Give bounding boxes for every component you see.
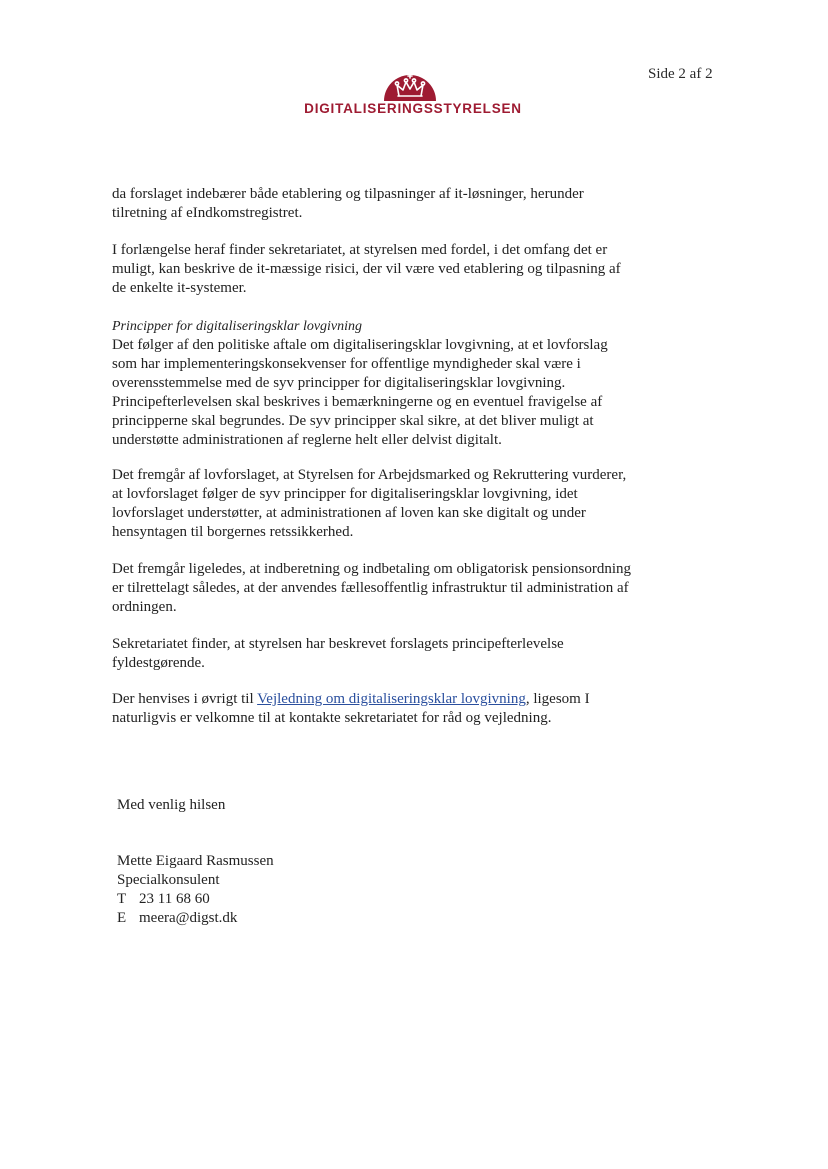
- paragraph-1: da forslaget indebærer både etablering og tilpasninger af it-løsninger, herunder tilretning af eIndkomstregistret.: [112, 186, 584, 221]
- paragraph-7-before: Der henvises i øvrigt til: [112, 691, 258, 707]
- paragraph-6: Sekretariatet finder, at styrelsen har beskrevet forslagets principefterlevelse fyldestgørende.: [112, 636, 564, 671]
- paragraph-3: Det følger af den politiske aftale om digitaliseringsklar lovgivning, at et lovforslag som har implementeringskonsekvenser for offentlige myndigheder skal være i overensstemmelse med de syv principper for digitaliseringsklar lovgivning. Principefterlevelsen skal beskrives i bemærkningerne og en eventuel fravigelse af principperne skal begrundes. De syv principper skal sikre, at det bliver muligt at understøtte administrationen af reglerne helt eller delvist digitalt.: [112, 337, 608, 448]
- crown-icon: [382, 68, 438, 102]
- phone-label: T: [117, 891, 127, 907]
- signer-title: Specialkonsulent: [117, 872, 220, 888]
- phone-number: 23 11 68 60: [139, 891, 210, 907]
- signature-block: [117, 852, 274, 928]
- signature-closing: [117, 796, 225, 815]
- logo: [298, 68, 528, 118]
- paragraph-5: Det fremgår ligeledes, at indberetning og indbetaling om obligatorisk pensionsordning er tilrettelagt således, at der anvendes fællesoffentlig infrastruktur til administration af ordningen.: [112, 561, 632, 615]
- paragraph-7-after: , ligesom I naturligvis er velkomne til at kontakte sekretariatet for råd og vejledning.: [112, 691, 590, 726]
- email-label: E: [117, 910, 127, 926]
- paragraph-risk: [112, 241, 632, 298]
- paragraph-assessment: [112, 466, 632, 542]
- paragraph-7: [112, 690, 632, 728]
- guide-link[interactable]: Vejledning om digitaliseringsklar lovgivning: [257, 691, 526, 707]
- section-heading: Principper for digitaliseringsklar lovgivning: [112, 319, 363, 334]
- paragraph-intro: [112, 185, 632, 223]
- paragraph-4: Det fremgår af lovforslaget, at Styrelsen for Arbejdsmarked og Rekruttering vurderer, at lovforslaget følger de syv principper for digitaliseringsklar lovgivning, idet lovforslaget understøtter, at administrationen af loven kan ske digitalt og under hensyntagen til borgernes retssikkerhed.: [112, 467, 627, 540]
- paragraph-reference: [112, 690, 632, 728]
- signer-name: Mette Eigaard Rasmussen: [117, 853, 274, 869]
- closing-text: Med venlig hilsen: [117, 797, 226, 813]
- phone-line: [117, 890, 274, 909]
- page-number: Side 2 af 2: [648, 66, 713, 82]
- paragraph-2: I forlængelse heraf finder sekretariatet, at styrelsen med fordel, i det omfang det er muligt, kan beskrive de it-mæssige risici, der vil være ved etablering og tilpasning af de enkelte it-systemer.: [112, 242, 621, 296]
- section-principles: [112, 317, 632, 450]
- email-line: [117, 909, 274, 928]
- paragraph-conclusion: [112, 635, 632, 673]
- paragraph-infrastructure: [112, 560, 632, 617]
- email-address: meera@digst.dk: [139, 910, 238, 926]
- logo-text: DIGITALISERINGSSTYRELSEN: [304, 101, 522, 116]
